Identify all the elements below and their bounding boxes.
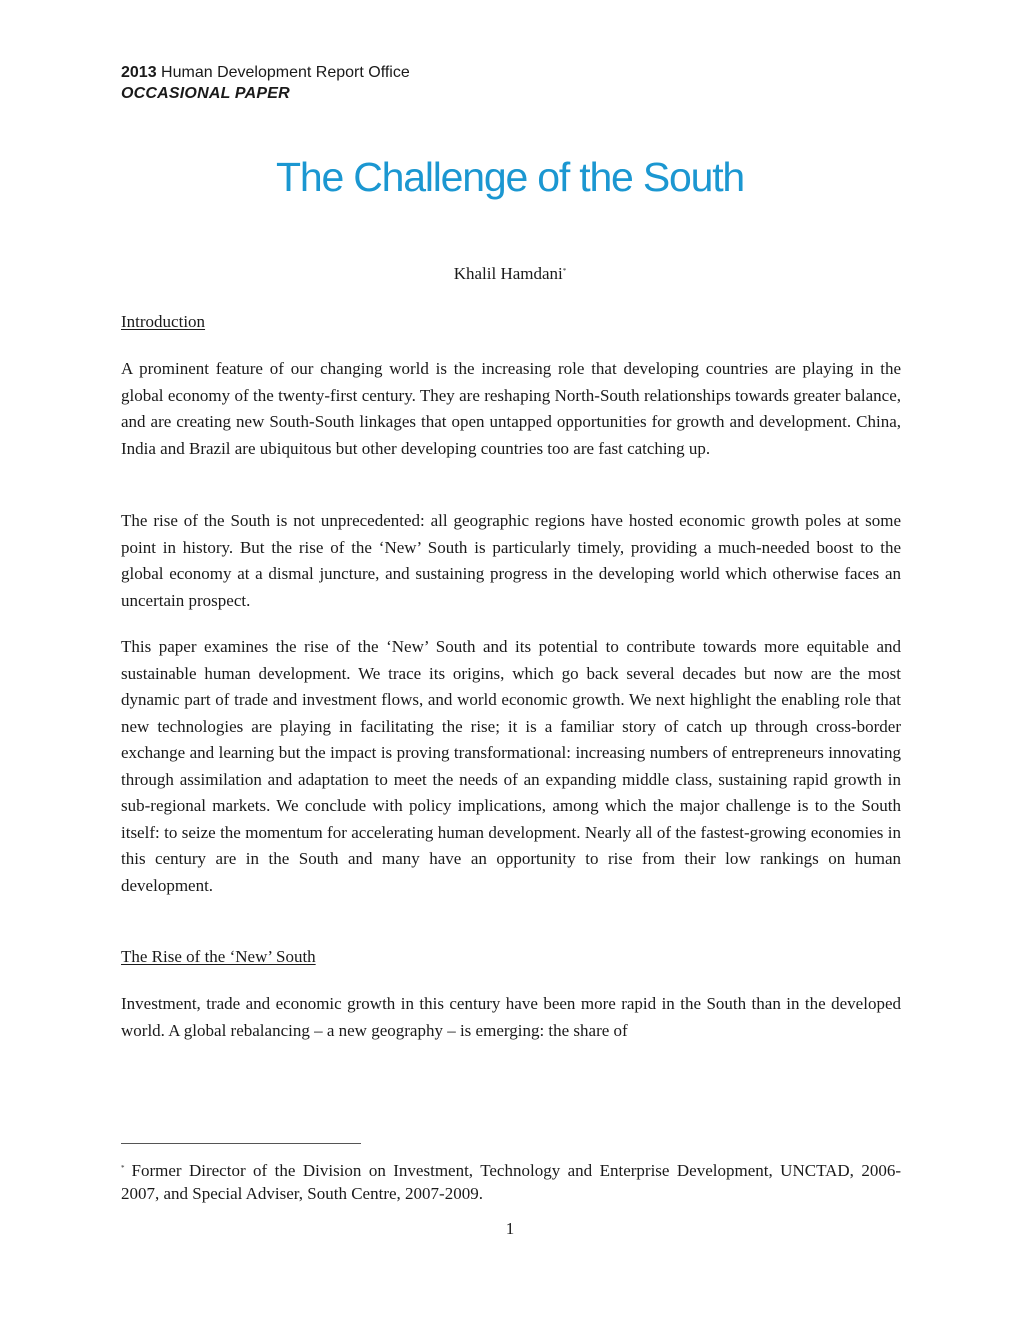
paragraph-3: This paper examines the rise of the ‘New’ South and its potential to contribute towards more equitable and sustainable human development. We trace its origins, which go back several decades but now are the most dynamic part of trade and investment flows, and world economic growth. We next highlight the enabling role that new technologies are playing in facilitating the rise; it is a familiar story of catch up through cross-border exchange and learning but the impact is proving transformational: increasing numbers of entrepreneurs innovating through assimilation and adaptation to meet the needs of an expanding middle class, sustaining rapid growth in sub-regional markets. We conclude with policy implications, among which the major challenge is to the South itself: to seize the momentum for accelerating human development. Nearly all of the fastest-growing economies in this century are in the South and many have an opportunity to rise from their low rankings on human development. [121,637,901,895]
paragraph-2: The rise of the South is not unprecedented: all geographic regions have hosted economic growth poles at some point in history. But the rise of the ‘New’ South is particularly timely, providing a much-needed boost to the global economy at a dismal juncture, and sustaining progress in the developing world which otherwise faces an uncertain prospect. [121,511,901,610]
author-name: Khalil Hamdani [453,264,563,283]
footnote-text: Former Director of the Division on Investment, Technology and Enterprise Development, UNCTAD, 2006-2007, and Special Adviser, South Centre, 2007-2009. [121,1161,901,1203]
paragraph-1: A prominent feature of our changing world is the increasing role that developing countries are playing in the global economy of the twenty-first century. They are reshaping North-South relationships towards greater balance, and are creating new South-South linkages that open untapped opportunities for growth and development. China, India and Brazil are ubiquitous but other developing countries too are fast catching up. [121,359,901,458]
section-heading-rise-of-new-south: The Rise of the ‘New’ South [121,947,316,966]
header-year: 2013 [121,64,157,81]
footnote [121,1157,901,1205]
footnote-mark: * [121,1164,125,1172]
paragraph-4: Investment, trade and economic growth in this century have been more rapid in the South than in the developed world. A global rebalancing – a new geography – is emerging: the share of [121,994,901,1040]
report-header [121,62,410,104]
header-series: OCCASIONAL PAPER [121,85,290,102]
footnote-divider [121,1143,361,1144]
header-office: Human Development Report Office [161,64,410,81]
page-number: 1 [505,1219,515,1238]
section-heading-introduction: Introduction [121,312,206,331]
author-footnote-mark: * [562,267,567,275]
author-line [0,260,1020,285]
header-line-1 [121,62,410,83]
page-title: The Challenge of the South [276,154,744,200]
